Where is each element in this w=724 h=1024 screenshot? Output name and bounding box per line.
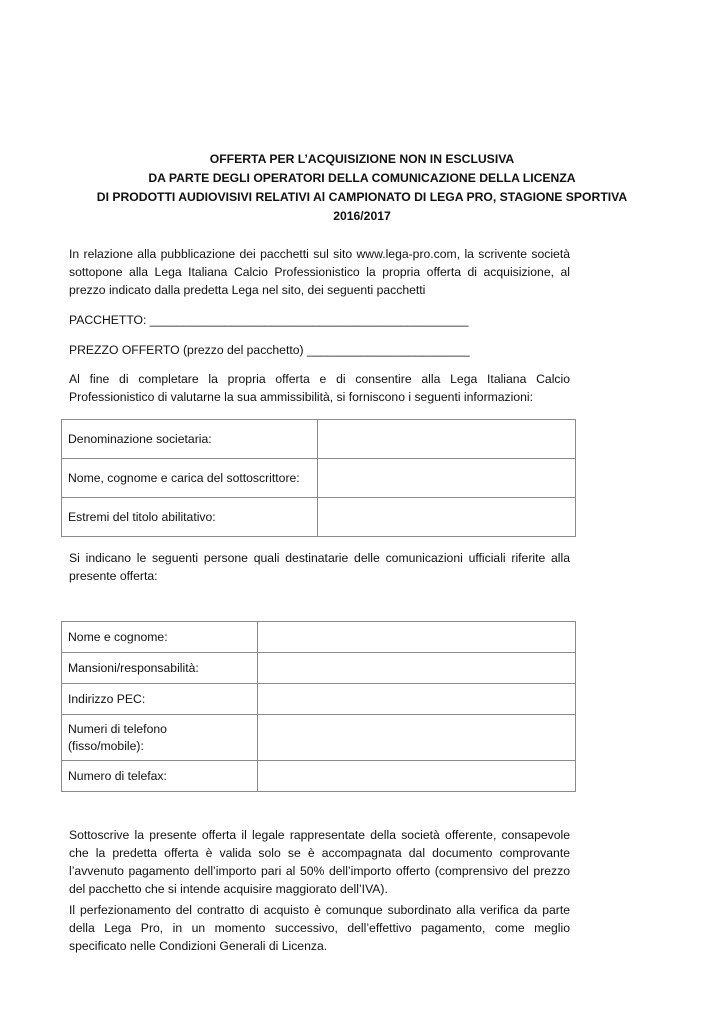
title-line-3: DI PRODOTTI AUDIOVISIVI RELATIVI Al CAMPIONATO DI LEGA PRO, STAGIONE SPORTIVA [96,190,628,204]
row-label: Numero di telefax: [62,761,258,792]
pec-input-cell[interactable] [258,684,576,715]
intro-paragraph: In relazione alla pubblicazione dei pacchetti sul sito www.lega-pro.com, la scrivente società sottopone alla Lega Italiana Calcio Professionistico la propria offerta di acquisizione, al prezzo indicato dalla predetta Lega nel sito, dei seguenti pacchetti [69,247,570,297]
table-row [62,622,576,653]
table-row [62,684,576,715]
pacchetto-field[interactable]: PACCHETTO: _______________________________________________ [69,313,469,327]
row-label: Nome e cognome: [62,622,258,653]
table-row [62,459,576,498]
row-label: Nome, cognome e carica del sottoscrittore: [62,459,318,498]
denominazione-input-cell[interactable] [318,420,576,459]
row-label: Denominazione societaria: [62,420,318,459]
company-info-table [61,419,576,537]
document-title [60,150,664,226]
titolo-abilitativo-input-cell[interactable] [318,498,576,537]
title-line-1: OFFERTA PER L’ACQUISIZIONE NON IN ESCLUSIVA [209,152,515,166]
title-line-2: DA PARTE DEGLI OPERATORI DELLA COMUNICAZIONE DELLA LICENZA [148,171,576,185]
telefax-input-cell[interactable] [258,761,576,792]
closing-paragraph-1: Sottoscrive la presente offerta il legale rappresentate della società offerente, consapevole che la predetta offerta è valida solo se è accompagnata dal documento comprovante l’avvenuto pagamento dell’importo pari al 50% dell’importo offerto (comprensivo del prezzo del pacchetto che si intende acquisire maggiorato dell’IVA). [69,828,570,896]
prezzo-offerto-field[interactable]: PREZZO OFFERTO (prezzo del pacchetto) ________________________ [69,343,470,357]
row-label: Estremi del titolo abilitativo: [62,498,318,537]
table-row [62,420,576,459]
row-label: Indirizzo PEC: [62,684,258,715]
telefono-input-cell[interactable] [258,715,576,761]
closing-paragraph-2: Il perfezionamento del contratto di acquisto è comunque subordinato alla verifica da parte della Lega Pro, in un momento successivo, dell’effettivo pagamento, come meglio specificato nelle Condizioni Generali di Licenza. [69,903,570,953]
table-row [62,498,576,537]
table-row [62,653,576,684]
row-label-line-1: Numeri di telefono [68,721,167,736]
row-label-line-2: (fisso/mobile): [68,738,144,753]
row-label: Mansioni/responsabilità: [62,653,258,684]
contacts-intro-paragraph: Si indicano le seguenti persone quali destinatarie delle comunicazioni ufficiali riferite alla presente offerta: [69,551,570,583]
contacts-table [61,621,576,792]
title-line-4: 2016/2017 [333,209,391,223]
nome-cognome-input-cell[interactable] [258,622,576,653]
mansioni-input-cell[interactable] [258,653,576,684]
row-label [62,715,258,761]
table-row [62,761,576,792]
table-row [62,715,576,761]
info-intro-paragraph: Al fine di completare la propria offerta e di consentire alla Lega Italiana Calcio Professionistico di valutarne la sua ammissibilità, si forniscono i seguenti informazioni: [69,372,570,404]
sottoscrittore-input-cell[interactable] [318,459,576,498]
